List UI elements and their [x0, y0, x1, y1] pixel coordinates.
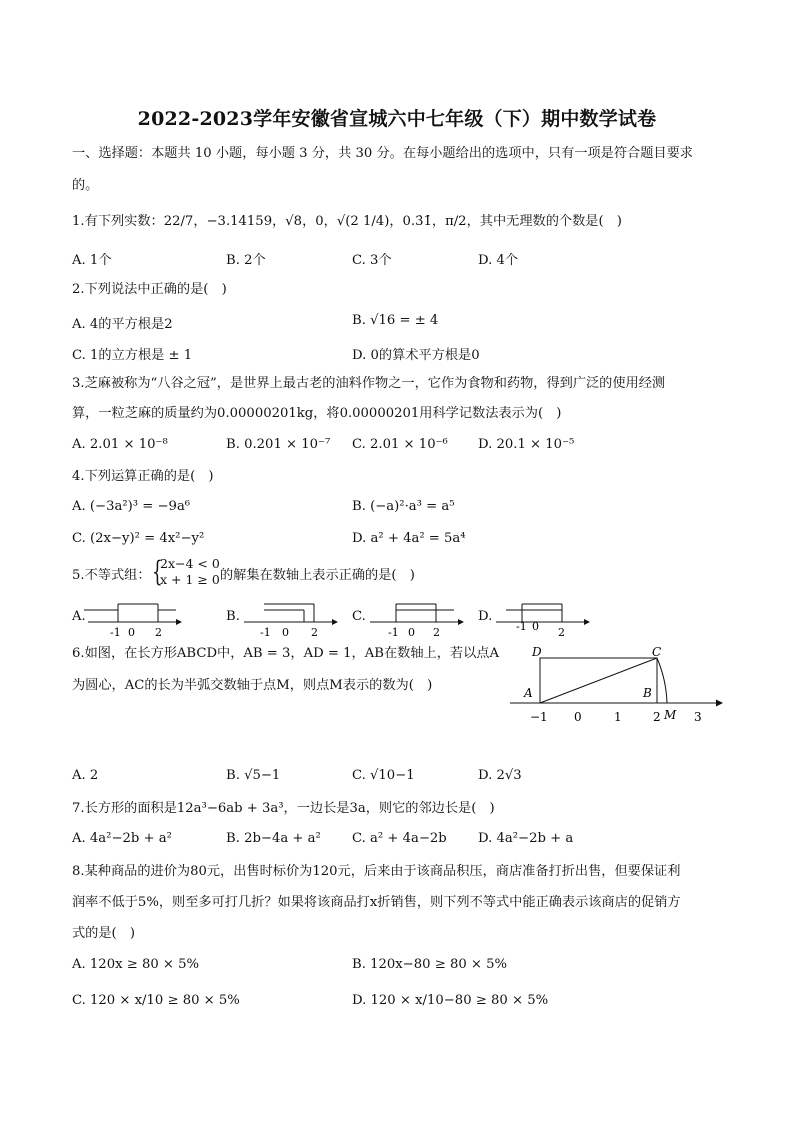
- svg-text:-1: -1: [110, 626, 121, 638]
- q1-option-b[interactable]: B. 2个: [226, 253, 266, 268]
- section-heading-line2: 的。: [72, 178, 99, 193]
- question-7-stem: 7.长方形的面积是12a³−6ab + 3a³，一边长是3a，则它的邻边长是( ): [72, 801, 495, 816]
- svg-text:D: D: [532, 645, 542, 659]
- question-4-stem: 4.下列运算正确的是( ): [72, 469, 214, 484]
- q3-option-b[interactable]: B. 0.201 × 10⁻⁷: [226, 437, 331, 452]
- question-6-stem-line2: 为圆心，AC的长为半弧交数轴于点M，则点M表示的数为( ): [72, 678, 433, 693]
- q7-option-b[interactable]: B. 2b−4a + a²: [226, 831, 321, 846]
- svg-text:0: 0: [128, 626, 135, 638]
- svg-text:0: 0: [532, 620, 539, 633]
- q5-option-d[interactable]: D.: [478, 609, 493, 624]
- question-6-stem-line1: 6.如图，在长方形ABCD中，AB = 3，AD = 1，AB在数轴上，若以点A: [72, 646, 499, 661]
- number-line-c: [366, 596, 466, 638]
- svg-text:2: 2: [311, 626, 318, 638]
- q4-option-b[interactable]: B. (−a)²·a³ = a⁵: [352, 499, 455, 514]
- svg-text:2: 2: [155, 626, 162, 638]
- svg-text:−1: −1: [530, 710, 548, 724]
- question-8-stem-line2: 润率不低于5%，则至多可打几折？如果将该商品打x折销售，则下列不等式中能正确表示该商店的促销方: [72, 895, 681, 910]
- svg-text:3: 3: [694, 710, 702, 724]
- q6-option-c[interactable]: C. √10−1: [352, 768, 415, 783]
- q7-option-a[interactable]: A. 4a²−2b + a²: [72, 831, 172, 846]
- q4-option-a[interactable]: A. (−3a²)³ = −9a⁶: [72, 499, 191, 514]
- svg-text:B: B: [643, 686, 652, 700]
- q5-option-c[interactable]: C.: [352, 609, 366, 624]
- svg-text:-1: -1: [260, 626, 271, 638]
- q6-option-a[interactable]: A. 2: [72, 768, 99, 783]
- q2-option-c[interactable]: C. 1的立方根是 ± 1: [72, 348, 193, 363]
- question-5-stem-prefix: 5.不等式组：: [72, 568, 151, 583]
- q3-option-c[interactable]: C. 2.01 × 10⁻⁶: [352, 437, 448, 452]
- svg-text:0: 0: [282, 626, 289, 638]
- q7-option-c[interactable]: C. a² + 4a−2b: [352, 831, 447, 846]
- q1-option-a[interactable]: A. 1个: [72, 253, 112, 268]
- question-2-stem: 2.下列说法中正确的是( ): [72, 282, 227, 297]
- svg-text:0: 0: [408, 626, 415, 638]
- q5-option-a[interactable]: A.: [72, 609, 86, 624]
- q1-option-d[interactable]: D. 4个: [478, 253, 519, 268]
- svg-text:-1: -1: [388, 626, 399, 638]
- svg-text:M: M: [664, 708, 677, 722]
- q4-option-d[interactable]: D. a² + 4a² = 5a⁴: [352, 531, 466, 546]
- q8-option-d[interactable]: D. 120 × x/10−80 ≥ 80 × 5%: [352, 993, 549, 1008]
- question-3-stem-line2: 算，一粒芝麻的质量约为0.00000201kg，将0.00000201用科学记数法表示为( ): [72, 406, 562, 421]
- svg-text:2: 2: [653, 710, 661, 724]
- q1-option-c[interactable]: C. 3个: [352, 253, 392, 268]
- q2-option-d[interactable]: D. 0的算术平方根是0: [352, 348, 480, 363]
- section-heading-line1: 一、选择题：本题共 10 小题，每小题 3 分，共 30 分。在每小题给出的选项中，只有一项是符合题目要求: [72, 146, 693, 161]
- q4-option-c[interactable]: C. (2x−y)² = 4x²−y²: [72, 531, 205, 546]
- number-line-d: [492, 596, 592, 638]
- system-bottom: x + 1 ≥ 0: [160, 572, 220, 587]
- q8-option-a[interactable]: A. 120x ≥ 80 × 5%: [72, 957, 200, 972]
- svg-text:C: C: [652, 645, 662, 659]
- svg-text:1: 1: [614, 710, 622, 724]
- q8-option-b[interactable]: B. 120x−80 ≥ 80 × 5%: [352, 957, 508, 972]
- question-5-stem-suffix: 的解集在数轴上表示正确的是( ): [220, 568, 415, 583]
- brace-icon: {: [152, 555, 163, 588]
- svg-text:2: 2: [558, 626, 565, 638]
- q3-option-a[interactable]: A. 2.01 × 10⁻⁸: [72, 437, 168, 452]
- question-8-stem-line3: 式的是( ): [72, 926, 136, 941]
- system-top: 2x−4 < 0: [160, 556, 220, 571]
- question-1-stem: 1.有下列实数：22/7，−3.14159，√8，0，√(2 1/4)，0.3̇1̇，π/2，其中无理数的个数是( ): [72, 214, 622, 229]
- q5-option-b[interactable]: B.: [226, 609, 240, 624]
- svg-text:0: 0: [574, 710, 582, 724]
- rectangle-figure: [510, 642, 730, 732]
- question-3-stem-line1: 3.芝麻被称为“八谷之冠”，是世界上最古老的油料作物之一，它作为食物和药物，得到广泛的使用经测: [72, 376, 666, 391]
- q2-option-a[interactable]: A. 4的平方根是2: [72, 317, 173, 332]
- q6-option-d[interactable]: D. 2√3: [478, 768, 522, 783]
- question-8-stem-line1: 8.某种商品的进价为80元，出售时标价为120元，后来由于该商品积压，商店准备打折出售，但要保证利: [72, 864, 681, 879]
- q7-option-d[interactable]: D. 4a²−2b + a: [478, 831, 574, 846]
- number-line-b: [240, 596, 340, 638]
- q3-option-d[interactable]: D. 20.1 × 10⁻⁵: [478, 437, 575, 452]
- svg-text:A: A: [524, 686, 533, 700]
- q2-option-b[interactable]: B. √16 = ± 4: [352, 313, 439, 328]
- q6-option-b[interactable]: B. √5−1: [226, 768, 281, 783]
- page-title: 2022-2023学年安徽省宣城六中七年级（下）期中数学试卷: [137, 108, 657, 130]
- q8-option-c[interactable]: C. 120 × x/10 ≥ 80 × 5%: [72, 993, 240, 1008]
- number-line-a: [84, 596, 184, 638]
- svg-text:-1: -1: [516, 620, 527, 633]
- svg-text:2: 2: [433, 626, 440, 638]
